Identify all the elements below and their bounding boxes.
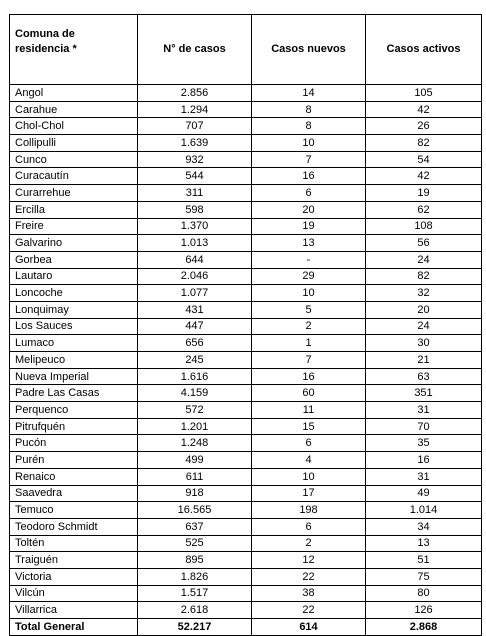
cell-casos-nuevos: 16 [252, 368, 366, 385]
covid-cases-table [9, 14, 482, 636]
cell-casos: 1.201 [138, 418, 252, 435]
cell-casos-nuevos: 20 [252, 201, 366, 218]
cell-casos-nuevos: 11 [252, 402, 366, 419]
cell-casos-activos: 24 [366, 251, 482, 268]
cell-casos-nuevos: 22 [252, 602, 366, 619]
cell-casos: 1.294 [138, 101, 252, 118]
table-row [10, 285, 482, 302]
table-row [10, 268, 482, 285]
cell-casos-activos: 13 [366, 535, 482, 552]
table-row [10, 235, 482, 252]
cell-comuna: Renaico [10, 468, 138, 485]
table-row [10, 452, 482, 469]
table-row [10, 352, 482, 369]
cell-casos: 4.159 [138, 385, 252, 402]
table-row [10, 101, 482, 118]
cell-casos-nuevos: 22 [252, 568, 366, 585]
cell-casos: 431 [138, 301, 252, 318]
cell-casos-nuevos: 7 [252, 151, 366, 168]
cell-comuna: Los Sauces [10, 318, 138, 335]
table-body [10, 85, 482, 636]
cell-casos-nuevos: 12 [252, 552, 366, 569]
table-row [10, 151, 482, 168]
cropped-top-text [0, 0, 486, 8]
cell-casos-nuevos: 7 [252, 352, 366, 369]
cell-casos-activos: 51 [366, 552, 482, 569]
cell-casos-activos: 42 [366, 168, 482, 185]
cell-comuna: Curarrehue [10, 185, 138, 202]
cell-casos-activos: 80 [366, 585, 482, 602]
table-row [10, 335, 482, 352]
cell-casos-activos: 20 [366, 301, 482, 318]
cell-comuna: Saavedra [10, 485, 138, 502]
cell-casos-nuevos: 10 [252, 285, 366, 302]
cell-casos: 525 [138, 535, 252, 552]
cell-casos-nuevos: 15 [252, 418, 366, 435]
cell-casos: 644 [138, 251, 252, 268]
total-cell-casos-activos: 2.868 [366, 619, 482, 636]
cell-casos: 544 [138, 168, 252, 185]
table-row [10, 602, 482, 619]
cell-comuna: Collipulli [10, 135, 138, 152]
cell-casos-activos: 105 [366, 85, 482, 102]
cell-casos-nuevos: 198 [252, 502, 366, 519]
cell-casos-activos: 126 [366, 602, 482, 619]
cell-casos-nuevos: 16 [252, 168, 366, 185]
cell-comuna: Villarrica [10, 602, 138, 619]
cell-comuna: Lautaro [10, 268, 138, 285]
table-row [10, 468, 482, 485]
cell-casos-activos: 63 [366, 368, 482, 385]
cell-casos-nuevos: 8 [252, 118, 366, 135]
cell-casos-activos: 19 [366, 185, 482, 202]
cell-casos-nuevos: 1 [252, 335, 366, 352]
cell-casos-nuevos: 6 [252, 185, 366, 202]
cell-comuna: Padre Las Casas [10, 385, 138, 402]
cell-casos: 637 [138, 518, 252, 535]
cell-casos: 2.618 [138, 602, 252, 619]
table-row [10, 368, 482, 385]
cell-casos-nuevos: 10 [252, 468, 366, 485]
cell-comuna: Toltén [10, 535, 138, 552]
cell-casos-nuevos: 13 [252, 235, 366, 252]
cell-comuna: Perquenco [10, 402, 138, 419]
cell-casos-nuevos: 38 [252, 585, 366, 602]
table-row [10, 435, 482, 452]
cell-casos: 1.370 [138, 218, 252, 235]
header-casos-nuevos: Casos nuevos [252, 15, 366, 85]
table-row [10, 585, 482, 602]
header-casos-activos: Casos activos [366, 15, 482, 85]
cell-comuna: Galvarino [10, 235, 138, 252]
cell-casos: 1.248 [138, 435, 252, 452]
cell-comuna: Curacautín [10, 168, 138, 185]
cell-casos-activos: 31 [366, 402, 482, 419]
cell-comuna: Temuco [10, 502, 138, 519]
cell-comuna: Pucón [10, 435, 138, 452]
cell-casos-nuevos: 10 [252, 135, 366, 152]
cell-casos: 1.013 [138, 235, 252, 252]
cell-casos: 918 [138, 485, 252, 502]
cell-casos-activos: 35 [366, 435, 482, 452]
table-row [10, 418, 482, 435]
table-row [10, 118, 482, 135]
table-row [10, 135, 482, 152]
cell-casos-activos: 108 [366, 218, 482, 235]
cell-casos-activos: 30 [366, 335, 482, 352]
cell-comuna: Gorbea [10, 251, 138, 268]
cell-casos-activos: 82 [366, 268, 482, 285]
cell-casos: 611 [138, 468, 252, 485]
cell-casos-activos: 1.014 [366, 502, 482, 519]
cell-casos: 895 [138, 552, 252, 569]
header-row [10, 15, 482, 85]
cell-casos: 499 [138, 452, 252, 469]
cell-comuna: Cunco [10, 151, 138, 168]
cell-casos: 16.565 [138, 502, 252, 519]
cell-casos-nuevos: 29 [252, 268, 366, 285]
cell-comuna: Vilcún [10, 585, 138, 602]
cell-casos-activos: 34 [366, 518, 482, 535]
cell-casos: 1.517 [138, 585, 252, 602]
header-casos: N° de casos [138, 15, 252, 85]
cell-casos-nuevos: 19 [252, 218, 366, 235]
cell-casos-nuevos: 60 [252, 385, 366, 402]
cell-casos: 2.856 [138, 85, 252, 102]
cell-casos: 245 [138, 352, 252, 369]
cell-comuna: Loncoche [10, 285, 138, 302]
total-cell-comuna: Total General [10, 619, 138, 636]
table-row [10, 518, 482, 535]
table-row [10, 402, 482, 419]
table-row [10, 568, 482, 585]
cell-casos: 707 [138, 118, 252, 135]
table-row [10, 168, 482, 185]
table-row [10, 218, 482, 235]
cell-casos-nuevos: 2 [252, 535, 366, 552]
cell-casos-activos: 351 [366, 385, 482, 402]
table-row [10, 535, 482, 552]
cell-casos-nuevos: - [252, 251, 366, 268]
cell-casos-activos: 31 [366, 468, 482, 485]
table-row [10, 552, 482, 569]
cell-casos: 932 [138, 151, 252, 168]
cell-casos: 311 [138, 185, 252, 202]
table-header [10, 15, 482, 85]
cell-casos-activos: 26 [366, 118, 482, 135]
cell-comuna: Teodoro Schmidt [10, 518, 138, 535]
cell-casos-activos: 82 [366, 135, 482, 152]
cell-casos-activos: 16 [366, 452, 482, 469]
cell-casos-nuevos: 14 [252, 85, 366, 102]
cell-casos: 1.077 [138, 285, 252, 302]
cell-comuna: Carahue [10, 101, 138, 118]
table-row [10, 485, 482, 502]
table-row [10, 301, 482, 318]
cell-casos-activos: 56 [366, 235, 482, 252]
cell-comuna: Traiguén [10, 552, 138, 569]
cell-casos-nuevos: 17 [252, 485, 366, 502]
table-row [10, 85, 482, 102]
total-row [10, 619, 482, 636]
cell-comuna: Pitrufquén [10, 418, 138, 435]
cell-casos: 447 [138, 318, 252, 335]
table-row [10, 385, 482, 402]
cell-casos-activos: 49 [366, 485, 482, 502]
table-row [10, 318, 482, 335]
cell-comuna: Ercilla [10, 201, 138, 218]
cell-casos-activos: 24 [366, 318, 482, 335]
cell-comuna: Freire [10, 218, 138, 235]
cell-casos-nuevos: 2 [252, 318, 366, 335]
cell-casos: 1.826 [138, 568, 252, 585]
cell-comuna: Purén [10, 452, 138, 469]
cell-casos-activos: 70 [366, 418, 482, 435]
cell-comuna: Chol-Chol [10, 118, 138, 135]
table-row [10, 502, 482, 519]
cell-casos: 1.616 [138, 368, 252, 385]
cell-casos-nuevos: 4 [252, 452, 366, 469]
cell-casos-nuevos: 5 [252, 301, 366, 318]
cell-casos-nuevos: 6 [252, 518, 366, 535]
total-cell-casos-nuevos: 614 [252, 619, 366, 636]
cell-casos-activos: 42 [366, 101, 482, 118]
table-row [10, 251, 482, 268]
total-cell-casos: 52.217 [138, 619, 252, 636]
cell-comuna: Lonquimay [10, 301, 138, 318]
cell-comuna: Melipeuco [10, 352, 138, 369]
cell-comuna: Victoria [10, 568, 138, 585]
cell-casos: 656 [138, 335, 252, 352]
cell-casos-activos: 62 [366, 201, 482, 218]
cell-casos-activos: 75 [366, 568, 482, 585]
header-comuna: Comuna de residencia * [10, 15, 138, 85]
cell-comuna: Nueva Imperial [10, 368, 138, 385]
cell-casos-activos: 32 [366, 285, 482, 302]
cell-casos: 2.046 [138, 268, 252, 285]
table-row [10, 185, 482, 202]
cell-comuna: Angol [10, 85, 138, 102]
cell-casos-nuevos: 6 [252, 435, 366, 452]
cell-casos: 1.639 [138, 135, 252, 152]
cell-casos-activos: 21 [366, 352, 482, 369]
table-row [10, 201, 482, 218]
cell-casos: 598 [138, 201, 252, 218]
cell-casos-activos: 54 [366, 151, 482, 168]
cell-casos-nuevos: 8 [252, 101, 366, 118]
cell-comuna: Lumaco [10, 335, 138, 352]
cell-casos: 572 [138, 402, 252, 419]
